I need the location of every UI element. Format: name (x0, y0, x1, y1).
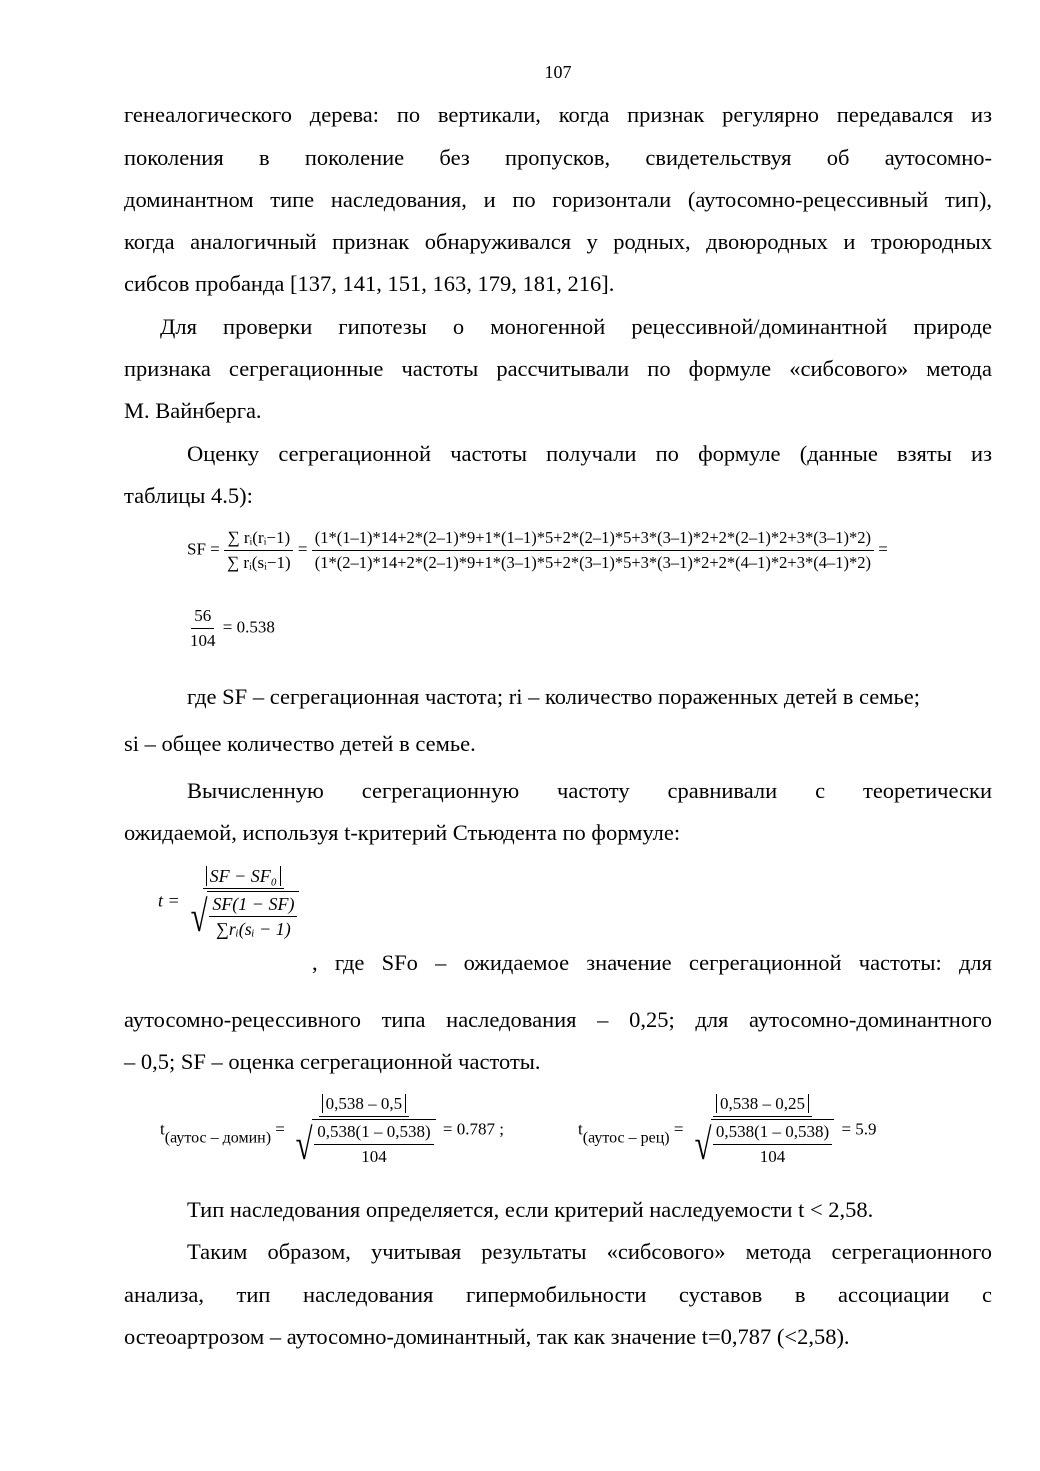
formula-sf (187, 528, 888, 573)
fraction-t (184, 866, 302, 939)
equals-sign: = (297, 539, 308, 559)
inner-denominator: 104 (361, 1147, 387, 1166)
t-label: t (578, 1119, 583, 1139)
t-label: t (160, 1119, 165, 1139)
formula-lhs: t = (158, 890, 180, 911)
text-line: Тип наследования определяется, если критерий наследуемости t < 2,58. (187, 1197, 874, 1222)
fraction-denominator: (1*(2–1)*14+2*(2–1)*9+1*(3–1)*5+2*(3–1)*5+3*(3–1)*2+2*(4–1)*2+3*(4–1)*2) (314, 553, 871, 572)
formula-sf-result (187, 606, 275, 651)
result-value: = 0.787 (442, 1119, 495, 1139)
text-line: где SF – сегрегационная частота; ri – количество пораженных детей в семье; (187, 684, 921, 709)
text-line: ожидаемой, используя t-критерий Стьюдента по формуле: (124, 820, 681, 845)
text-line: аутосомно-рецессивного типа наследования – 0,25; для аутосомно-доминантного (124, 1007, 992, 1032)
separator: ; (499, 1119, 504, 1139)
result-value: = 0.538 (222, 617, 275, 637)
fraction-denominator: ∑ rᵢ(sᵢ−1) (227, 553, 291, 572)
fraction-denominator: 104 (190, 631, 216, 650)
text-line: Таким образом, учитывая результаты «сибсового» метода сегрегационного (187, 1239, 992, 1264)
inner-denominator: ∑rᵢ(sᵢ − 1) (216, 919, 291, 939)
result-value: = 5.9 (841, 1119, 877, 1139)
sqrt (691, 1119, 834, 1167)
text-line: признака сегрегационные частоты рассчитывали по формуле «сибсового» метода (124, 356, 992, 381)
text-line: Для проверки гипотезы о моногенной рецессивной/доминантной природе (160, 314, 992, 339)
text-line: остеоартрозом – аутосомно-доминантный, так как значение t=0,787 (<2,58). (124, 1324, 850, 1349)
inner-numerator: SF(1 − SF) (209, 894, 297, 917)
text-line: , где SFo – ожидаемое значение сегрегационной частоты: для (312, 950, 992, 975)
text-line: когда аналогичный признак обнаруживался у родных, двоюродных и троюродных (124, 229, 992, 254)
formula-lhs: SF = (187, 539, 220, 559)
fraction-numerator: (1*(1–1)*14+2*(2–1)*9+1*(1–1)*5+2*(2–1)*5+3*(3–1)*2+2*(2–1)*2+3*(3–1)*2) (312, 528, 874, 551)
text-line: Оценку сегрегационной частоты получали по формуле (данные взяты из (187, 441, 992, 466)
sqrt (187, 891, 299, 939)
text-line: доминантном типе наследования, и по горизонтали (аутосомно-рецессивный тип), (124, 187, 992, 212)
text-line: генеалогического дерева: по вертикали, когда признак регулярно передавался из (124, 102, 992, 127)
radical-sign: √ (190, 892, 208, 941)
equals-sign: = (878, 539, 888, 559)
text-line: si – общее количество детей в семье. (124, 731, 476, 756)
formula-calc-recessive: t(аутос – рец) = 0,538 – 0,25 √ $\frac{0,538(1 - 0,538)}{104}$ = 5.9 (578, 1094, 877, 1169)
page-number: 107 (544, 62, 572, 82)
abs-numerator: SF − SF₀ (206, 866, 281, 886)
text-line: – 0,5; SF – оценка сегрегационной частоты. (124, 1049, 541, 1074)
fraction-values (312, 528, 874, 573)
fraction-numerator: ∑ rᵢ(rᵢ−1) (224, 528, 293, 551)
t-subscript: (аутос – домин) (164, 1129, 272, 1147)
text-line: М. Вайнберга. (124, 398, 262, 423)
formula-calc-dominant: t(аутос – домин) = 0,538 – 0,5 √ $\frac{0,538(1 - 0,538)}{104}$ = 0.787 ; (160, 1094, 504, 1169)
abs-numerator: 0,538 – 0,5 (322, 1094, 407, 1113)
formula-t (158, 866, 302, 939)
fraction-recessive (688, 1094, 837, 1167)
fraction-result (187, 606, 219, 651)
radical-sign: √ (295, 1120, 313, 1169)
abs-numerator: 0,538 – 0,25 (716, 1094, 809, 1113)
fraction-numerator: 56 (191, 606, 214, 629)
text-line: сибсов пробанда [137, 141, 151, 163, 179, 181, 216]. (124, 271, 615, 296)
text-line: поколения в поколение без пропусков, свидетельствуя об аутосомно- (124, 145, 992, 170)
inner-denominator: 104 (759, 1147, 786, 1166)
inner-numerator: 0,538(1 – 0,538) (314, 1122, 433, 1145)
text-line: таблицы 4.5): (124, 483, 253, 508)
radical-sign: √ (694, 1120, 712, 1169)
fraction-symbolic (224, 528, 294, 573)
inner-numerator: 0,538(1 – 0,538) (713, 1122, 832, 1145)
t-subscript: (аутос – рец) (582, 1129, 670, 1147)
sqrt (292, 1119, 435, 1167)
text-line: анализа, тип наследования гипермобильности суставов в ассоциации с (124, 1282, 992, 1307)
fraction-dominant (289, 1094, 438, 1167)
text-line: Вычисленную сегрегационную частоту сравнивали с теоретически (187, 778, 992, 803)
